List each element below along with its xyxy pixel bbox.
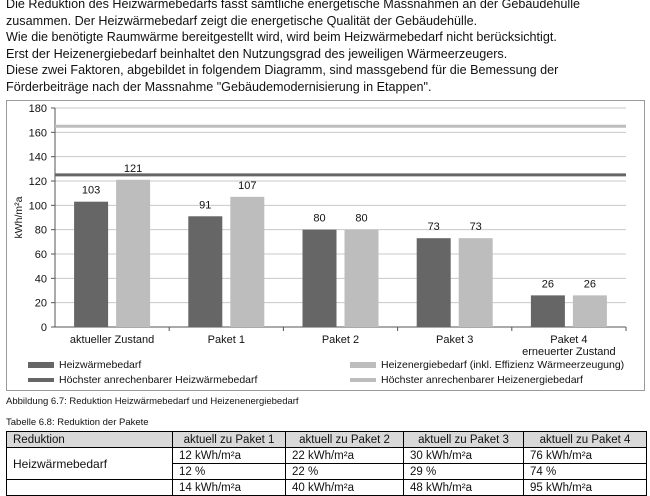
intro-paragraph xyxy=(6,0,646,96)
data-label: 26 xyxy=(541,278,555,291)
table-header-row xyxy=(7,432,647,448)
data-label: 103 xyxy=(81,184,101,197)
legend-label: Heizwärmebedarf xyxy=(59,359,142,371)
reduction-table xyxy=(6,431,647,496)
legend-swatch xyxy=(28,378,54,382)
bar xyxy=(531,295,565,327)
column-header: aktuell zu Paket 2 xyxy=(286,432,404,448)
data-label: 80 xyxy=(355,212,368,225)
legend-swatch xyxy=(350,362,376,368)
column-header: aktuell zu Paket 3 xyxy=(404,432,524,448)
y-tick-label: 100 xyxy=(28,200,47,213)
table-row xyxy=(7,448,647,464)
y-tick-label: 80 xyxy=(34,224,47,237)
bar xyxy=(573,295,607,327)
table-cell: 40 kWh/m²a xyxy=(286,480,404,496)
table-cell: 30 kWh/m²a xyxy=(404,448,524,464)
y-axis-label: kWh/m²a xyxy=(13,196,25,239)
column-header: aktuell zu Paket 1 xyxy=(173,432,286,448)
column-header: Reduktion xyxy=(7,432,173,448)
data-label: 73 xyxy=(427,221,440,234)
x-tick-label: aktueller Zustand xyxy=(69,334,155,346)
table-cell: 12 kWh/m²a xyxy=(173,448,286,464)
x-tick-label: erneuerter Zustand xyxy=(522,346,616,358)
bar xyxy=(116,180,150,327)
table-cell: 22 kWh/m²a xyxy=(286,448,404,464)
legend-label: Höchster anrechenbarer Heizwärmebedarf xyxy=(59,374,258,386)
intro-line: Die Reduktion des Heizwärmebedarfs fasst sämtliche energetische Massnahmen an der Gebäudehülle xyxy=(6,0,581,11)
y-tick-label: 180 xyxy=(28,103,47,115)
y-tick-label: 120 xyxy=(28,176,47,188)
table-cell: 76 kWh/m²a xyxy=(524,448,647,464)
table-cell: 14 kWh/m²a xyxy=(173,480,286,496)
y-tick-label: 60 xyxy=(34,249,47,261)
x-tick-label: Paket 3 xyxy=(436,334,474,346)
bar xyxy=(74,202,108,327)
bar xyxy=(417,238,451,327)
y-tick-label: 0 xyxy=(40,322,47,334)
x-tick-label: Paket 1 xyxy=(207,334,245,346)
table-cell: 29 % xyxy=(404,464,524,480)
bar xyxy=(345,230,379,327)
legend-label: Höchster anrechenbarer Heizenergiebedarf xyxy=(381,374,583,386)
intro-line: Diese zwei Faktoren, abgebildet in folgendem Diagramm, sind massgebend für die Bemessung der xyxy=(6,63,559,78)
bar-chart xyxy=(0,98,650,394)
x-tick-label: Paket 2 xyxy=(321,334,360,346)
bar xyxy=(188,216,222,327)
table-cell: 74 % xyxy=(524,464,647,480)
column-header: aktuell zu Paket 4 xyxy=(524,432,647,448)
legend-swatch xyxy=(28,362,54,368)
figure-caption: Abbildung 6.7: Reduktion Heizwärmebedarf und Heizenenergiebedarf xyxy=(6,396,299,407)
data-label: 91 xyxy=(199,199,212,212)
y-tick-label: 160 xyxy=(28,127,47,140)
intro-line: Erst der Heizenergiebedarf beinhaltet den Nutzungsgrad des jeweiligen Wärmeerzeugers. xyxy=(6,46,508,61)
row-label: Heizwärmebedarf xyxy=(7,448,173,480)
bar xyxy=(459,238,493,327)
table-cell: 22 % xyxy=(286,464,404,480)
y-tick-label: 40 xyxy=(34,273,47,286)
data-label: 26 xyxy=(583,278,597,291)
table-caption: Tabelle 6.8: Reduktion der Pakete xyxy=(6,417,149,428)
intro-line: Wie die benötigte Raumwärme bereitgestellt wird, wird beim Heizwärmebedarf nicht berücksichtigt. xyxy=(6,30,557,45)
bar xyxy=(230,197,264,327)
table-cell: 12 % xyxy=(173,464,286,480)
y-tick-label: 20 xyxy=(34,297,47,310)
table-cell: 95 kWh/m²a xyxy=(524,480,647,496)
legend-label: Heizenergiebedarf (inkl. Effizienz Wärmeerzeugung) xyxy=(381,359,625,371)
intro-line: Förderbeiträge nach der Massnahme "Gebäudemodernisierung in Etappen". xyxy=(6,79,432,94)
data-label: 121 xyxy=(123,162,143,175)
bar xyxy=(303,230,337,327)
legend-swatch xyxy=(350,378,376,382)
data-label: 107 xyxy=(238,179,257,192)
table-cell: 48 kWh/m²a xyxy=(404,480,524,496)
y-tick-label: 140 xyxy=(28,151,47,164)
intro-line: zusammen. Der Heizwärmebedarf zeigt die energetische Qualität der Gebäudehülle. xyxy=(6,13,478,28)
data-label: 80 xyxy=(313,212,326,225)
data-label: 73 xyxy=(469,221,482,234)
x-tick-label: Paket 4 xyxy=(550,334,588,346)
